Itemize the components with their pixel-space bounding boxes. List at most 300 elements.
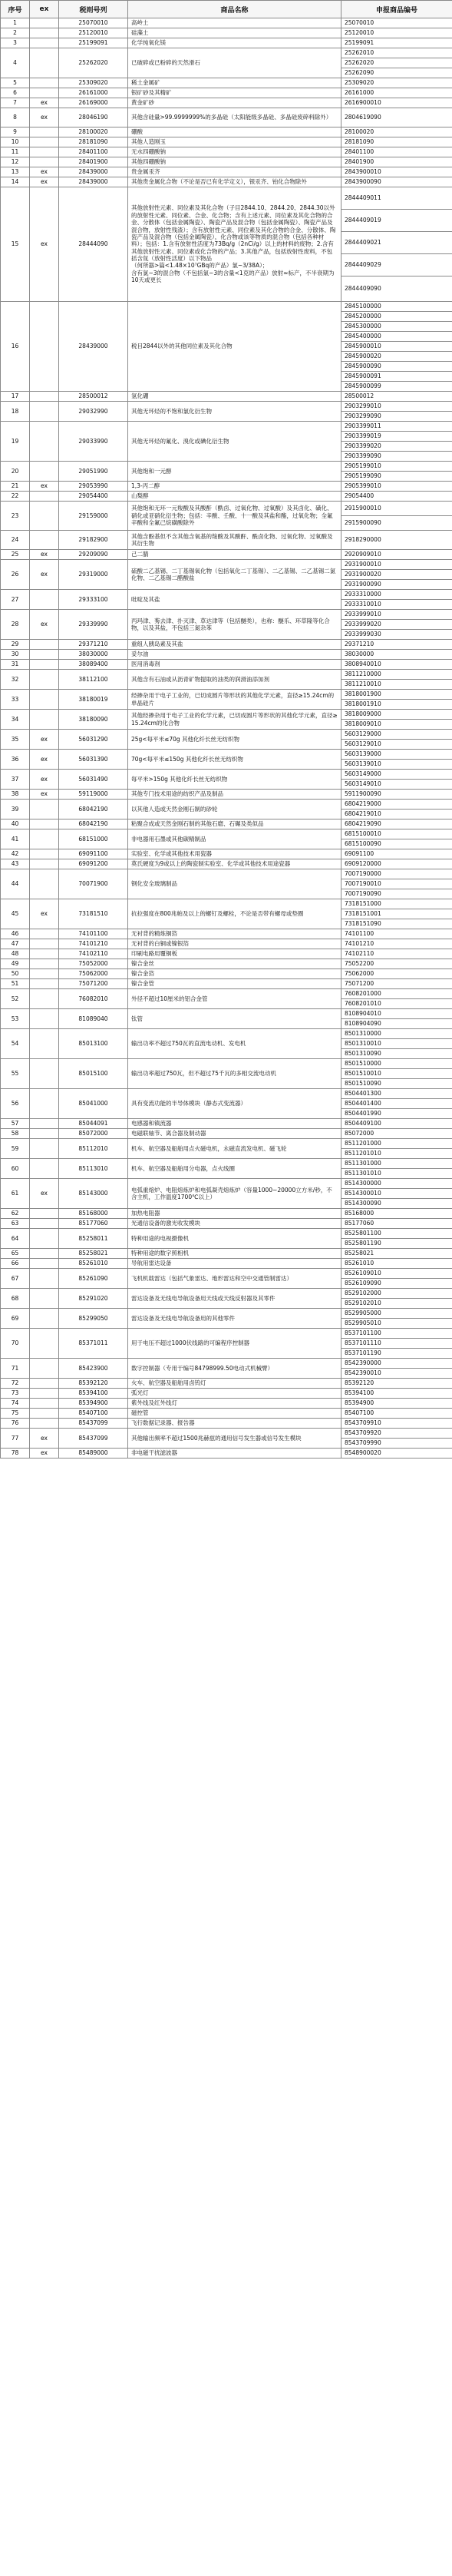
declaration-code: 2845200000: [341, 311, 452, 321]
cell-no: 72: [1, 1379, 30, 1389]
cell-declaration-codes: [341, 1309, 452, 1329]
cell-no: 29: [1, 640, 30, 650]
cell-declaration-codes: [341, 402, 452, 422]
cell-ex: [30, 88, 59, 98]
declaration-code: 8542390000: [345, 1359, 381, 1367]
cell-no: 22: [1, 492, 30, 502]
cell-ex: [30, 1359, 59, 1379]
cell-tax-number: 29053990: [59, 482, 128, 492]
table-row: [1, 859, 452, 869]
cell-declaration-codes: [341, 1259, 452, 1269]
cell-tax-number: 85423900: [59, 1359, 128, 1379]
commodity-name-text: 弧光灯: [131, 1389, 149, 1397]
cell-tax-number: 85437099: [59, 1419, 128, 1429]
cell-tax-number: 29032990: [59, 402, 128, 422]
declaration-code: 2933999010: [345, 611, 381, 618]
cell-tax-number: 29033990: [59, 422, 128, 462]
declaration-code: 2903399020: [341, 441, 452, 451]
cell-declaration-codes: [341, 560, 452, 590]
cell-commodity-name: [128, 829, 341, 849]
cell-no: 18: [1, 402, 30, 422]
cell-ex: [30, 690, 59, 710]
declaration-code: 5603129010: [341, 739, 452, 749]
cell-commodity-name: [128, 550, 341, 560]
commodity-name-text: 无衬背的白铜或镍银箔: [131, 940, 189, 948]
declaration-code: 8537101110: [341, 1338, 452, 1348]
declaration-code: 2804619090: [345, 114, 381, 121]
cell-tax-number: 59119000: [59, 790, 128, 800]
cell-ex: ex: [30, 187, 59, 302]
table-row: [1, 849, 452, 859]
cell-no: 58: [1, 1129, 30, 1139]
table-row: [1, 1259, 452, 1269]
cell-ex: ex: [30, 610, 59, 640]
declaration-code: 8511201010: [341, 1148, 452, 1158]
commodity-name-text: 具有变流功能的半导体模块（静态式变流器）: [131, 1100, 246, 1108]
cell-ex: [30, 670, 59, 690]
declaration-code: 28100020: [345, 128, 374, 136]
commodity-name-text: 其他贵金属化合物（不论是否已有化学定义），银汞齐、铂化合物除外: [131, 178, 307, 186]
declaration-code: 8529905000: [345, 1310, 381, 1317]
cell-declaration-codes: [341, 899, 452, 929]
table-row: [1, 127, 452, 137]
commodity-name-text: 镍合金管: [131, 980, 154, 988]
declaration-code: 5603149010: [341, 779, 452, 789]
declaration-code: 7007190010: [341, 879, 452, 889]
cell-ex: ex: [30, 1429, 59, 1449]
cell-ex: [30, 1129, 59, 1139]
cell-commodity-name: [128, 730, 341, 750]
cell-declaration-codes: [341, 819, 452, 829]
declaration-code: 8526109010: [345, 1270, 381, 1277]
commodity-name-text: 已破碎或已粉碎的天然滑石: [131, 59, 200, 67]
declaration-code: 25262020: [341, 58, 452, 68]
cell-commodity-name: [128, 1359, 341, 1379]
cell-ex: [30, 1229, 59, 1249]
cell-declaration-codes: [341, 531, 452, 550]
table-row: [1, 1179, 452, 1209]
table-row: [1, 969, 452, 979]
cell-ex: [30, 1329, 59, 1359]
commodity-name-text: 镍合金箔: [131, 970, 154, 978]
commodity-name-text: 己二腈: [131, 551, 149, 558]
cell-ex: [30, 422, 59, 462]
cell-tax-number: 25199091: [59, 38, 128, 48]
declaration-code: 74102110: [345, 950, 374, 958]
cell-commodity-name: [128, 800, 341, 819]
cell-ex: [30, 1419, 59, 1429]
declaration-code: 8501510010: [341, 1068, 452, 1078]
table-row: [1, 939, 452, 949]
cell-declaration-codes: [341, 157, 452, 167]
cell-declaration-codes: [341, 849, 452, 859]
commodity-name-text: 雷达设备及无线电导航设备用天线或天线反射器及其零件: [131, 1294, 275, 1302]
declaration-code: 75071200: [345, 980, 374, 988]
cell-no: 9: [1, 127, 30, 137]
declaration-code: 8548900020: [345, 1449, 381, 1457]
cell-ex: [30, 1379, 59, 1389]
cell-ex: [30, 1399, 59, 1409]
commodity-name-text: 其他无环烃的不饱和氯化衍生物: [131, 407, 212, 415]
cell-tax-number: 28439000: [59, 177, 128, 187]
cell-no: 30: [1, 650, 30, 660]
commodity-name-text: 重组人胰岛素及其盐: [131, 641, 183, 648]
table-row: [1, 1089, 452, 1119]
cell-ex: [30, 1249, 59, 1259]
cell-tax-number: 68042190: [59, 800, 128, 819]
cell-no: 73: [1, 1389, 30, 1399]
cell-commodity-name: [128, 1139, 341, 1159]
cell-commodity-name: [128, 1289, 341, 1309]
declaration-code: 85394900: [345, 1399, 374, 1407]
cell-commodity-name: [128, 929, 341, 939]
commodity-name-text: 其他含硅量>99.9999999%的多晶硅（太阳能级多晶硅、多晶硅废碎料除外）: [131, 114, 332, 121]
cell-ex: [30, 147, 59, 157]
cell-commodity-name: [128, 819, 341, 829]
header-commodity-name: 商品名称: [128, 1, 341, 18]
declaration-code: 2845900090: [341, 361, 452, 371]
table-row: [1, 1409, 452, 1419]
declaration-code: 8501310090: [341, 1048, 452, 1058]
cell-commodity-name: [128, 939, 341, 949]
cell-declaration-codes: [341, 1009, 452, 1029]
table-row: [1, 167, 452, 177]
cell-declaration-codes: [341, 1179, 452, 1209]
commodity-name-text: 山梨醇: [131, 492, 149, 500]
cell-tax-number: 85261090: [59, 1269, 128, 1289]
commodity-name-text: 其他输出频率不超过1500兆赫兹的通用信号发生器或信号发生模块: [131, 1434, 302, 1442]
cell-ex: ex: [30, 177, 59, 187]
cell-ex: [30, 127, 59, 137]
cell-ex: [30, 1269, 59, 1289]
cell-ex: [30, 402, 59, 422]
declaration-code: 2844409090: [341, 276, 452, 301]
table-row: [1, 1419, 452, 1429]
cell-ex: [30, 1119, 59, 1129]
declaration-code: 6909120000: [345, 860, 381, 868]
declaration-code: 6804219090: [345, 820, 381, 828]
declaration-code: 2931900020: [341, 569, 452, 579]
cell-tax-number: 28181090: [59, 137, 128, 147]
cell-tax-number: 29054400: [59, 492, 128, 502]
table-row: [1, 1209, 452, 1219]
cell-tax-number: 56031290: [59, 730, 128, 750]
cell-ex: [30, 462, 59, 482]
declaration-code: 85392120: [345, 1379, 374, 1387]
table-row: [1, 147, 452, 157]
declaration-code: 74101100: [345, 930, 374, 938]
table-row: [1, 1269, 452, 1289]
commodity-name-text: 粘聚合成或天然金刚石制的其他石磨、石碾及类似品: [131, 820, 264, 828]
cell-declaration-codes: [341, 959, 452, 969]
cell-tax-number: 85394900: [59, 1399, 128, 1409]
cell-ex: [30, 819, 59, 829]
table-row: [1, 402, 452, 422]
cell-tax-number: 29182900: [59, 531, 128, 550]
table-row: [1, 78, 452, 88]
declaration-code: 2933999020: [341, 619, 452, 629]
declaration-code: 28401100: [345, 148, 374, 156]
cell-no: 4: [1, 48, 30, 78]
cell-tax-number: 69091100: [59, 849, 128, 859]
cell-tax-number: 28100020: [59, 127, 128, 137]
table-row: [1, 690, 452, 710]
cell-commodity-name: [128, 1269, 341, 1289]
table-row: [1, 187, 452, 302]
cell-tax-number: 85112010: [59, 1139, 128, 1159]
cell-no: 21: [1, 482, 30, 492]
table-row: [1, 1379, 452, 1389]
commodity-name-text: 妥尔油: [131, 651, 149, 658]
commodity-name-text: 钢化安全玻璃制品: [131, 880, 177, 888]
commodity-name-text: 飞机机载雷达（包括气象雷达、地形雷达和空中交通管制雷达）: [131, 1274, 292, 1282]
cell-tax-number: 38112100: [59, 670, 128, 690]
declaration-code: 2844409019: [341, 209, 452, 231]
cell-ex: [30, 1009, 59, 1029]
cell-declaration-codes: [341, 710, 452, 730]
cell-ex: [30, 590, 59, 610]
cell-declaration-codes: [341, 1139, 452, 1159]
commodity-name-text: 非电器用石墨或其他碳精制品: [131, 835, 206, 843]
cell-tax-number: 28439000: [59, 167, 128, 177]
cell-commodity-name: [128, 492, 341, 502]
cell-ex: [30, 48, 59, 78]
cell-declaration-codes: [341, 979, 452, 989]
declaration-code: 3811210010: [341, 679, 452, 689]
cell-commodity-name: [128, 462, 341, 482]
cell-ex: ex: [30, 1179, 59, 1209]
table-row: [1, 979, 452, 989]
declaration-code: 2915900090: [341, 515, 452, 530]
table-row: [1, 610, 452, 640]
cell-commodity-name: [128, 1229, 341, 1249]
table-row: [1, 48, 452, 78]
cell-tax-number: 28500012: [59, 392, 128, 402]
commodity-name-text: 莫氏硬度为9或以上的陶瓷制实验室、化学或其他技术用途瓷器: [131, 860, 291, 868]
cell-tax-number: 75071200: [59, 979, 128, 989]
cell-no: 23: [1, 502, 30, 531]
cell-no: 52: [1, 989, 30, 1009]
cell-tax-number: 85044091: [59, 1119, 128, 1129]
cell-no: 10: [1, 137, 30, 147]
cell-ex: ex: [30, 482, 59, 492]
commodity-name-text: 用于电压不超过1000伏线路的可编程序控制器: [131, 1339, 250, 1347]
cell-tax-number: 85261010: [59, 1259, 128, 1269]
cell-declaration-codes: [341, 640, 452, 650]
commodity-name-text: 火车、航空器及船舶用卤钨灯: [131, 1379, 206, 1387]
declaration-code: 8543709910: [345, 1419, 381, 1427]
declaration-code: 2845900020: [341, 351, 452, 361]
declaration-code: 85394100: [345, 1389, 374, 1397]
commodity-name-text: 银矿砂及其精矿: [131, 89, 172, 97]
commodity-name-text: 每平米>150g 其他化纤长丝无纺织物: [131, 775, 228, 783]
cell-tax-number: 85392120: [59, 1379, 128, 1389]
cell-tax-number: 85407100: [59, 1409, 128, 1419]
table-row: [1, 899, 452, 929]
cell-tax-number: 74102110: [59, 949, 128, 959]
declaration-code: 7608201010: [341, 998, 452, 1008]
declaration-code: 69091100: [345, 850, 374, 858]
table-row: [1, 959, 452, 969]
table-row: [1, 710, 452, 730]
cell-ex: [30, 1409, 59, 1419]
cell-declaration-codes: [341, 1269, 452, 1289]
table-row: [1, 492, 452, 502]
commodity-name-text: 其他经掺杂用于电子工业的化学元素，已切成圆片等形状的其他化学元素，直径≥15.24cm的化合物: [131, 712, 338, 727]
cell-no: 49: [1, 959, 30, 969]
cell-declaration-codes: [341, 48, 452, 78]
cell-no: 51: [1, 979, 30, 989]
declaration-code: 2844409011: [345, 194, 381, 202]
cell-no: 77: [1, 1429, 30, 1449]
declaration-code: 2845900091: [341, 371, 452, 381]
table-row: [1, 98, 452, 108]
declaration-code: 3808940010: [345, 661, 381, 668]
cell-declaration-codes: [341, 730, 452, 750]
cell-ex: [30, 1059, 59, 1089]
cell-commodity-name: [128, 1089, 341, 1119]
cell-declaration-codes: [341, 1219, 452, 1229]
table-row: [1, 800, 452, 819]
cell-commodity-name: [128, 48, 341, 78]
commodity-name-text: 雷达设备及无线电导航设备用的其他零件: [131, 1314, 235, 1322]
table-row: [1, 670, 452, 690]
cell-ex: [30, 829, 59, 849]
cell-ex: [30, 640, 59, 650]
cell-declaration-codes: [341, 1249, 452, 1259]
cell-declaration-codes: [341, 38, 452, 48]
table-row: [1, 929, 452, 939]
cell-declaration-codes: [341, 1229, 452, 1249]
cell-no: 12: [1, 157, 30, 167]
cell-no: 46: [1, 929, 30, 939]
declaration-code: 8511201000: [345, 1140, 381, 1147]
cell-declaration-codes: [341, 167, 452, 177]
cell-commodity-name: [128, 1329, 341, 1359]
cell-no: 34: [1, 710, 30, 730]
table-row: [1, 949, 452, 959]
cell-ex: [30, 1159, 59, 1179]
cell-ex: [30, 157, 59, 167]
commodity-name-text: 氢化硼: [131, 392, 149, 400]
table-row: [1, 989, 452, 1009]
cell-no: 78: [1, 1449, 30, 1459]
declaration-code: 8514300000: [345, 1180, 381, 1187]
commodity-name-text: 无衬背的精炼铜箔: [131, 930, 177, 938]
cell-declaration-codes: [341, 392, 452, 402]
commodity-name-text: 导航用雷达设备: [131, 1260, 172, 1267]
declaration-code: 8501510090: [341, 1078, 452, 1088]
declaration-code: 6804219010: [341, 809, 452, 819]
cell-commodity-name: [128, 1059, 341, 1089]
commodity-name-text: 光通信设备的激光收发模块: [131, 1220, 200, 1227]
cell-tax-number: 75062000: [59, 969, 128, 979]
cell-commodity-name: [128, 531, 341, 550]
cell-commodity-name: [128, 969, 341, 979]
table-row: [1, 869, 452, 899]
cell-commodity-name: [128, 1389, 341, 1399]
cell-no: 63: [1, 1219, 30, 1229]
cell-no: 40: [1, 819, 30, 829]
declaration-code: 6815100090: [341, 839, 452, 849]
cell-no: 47: [1, 939, 30, 949]
declaration-code: 7007190000: [345, 870, 381, 878]
declaration-code: 2845300000: [341, 321, 452, 331]
cell-ex: [30, 1389, 59, 1399]
cell-no: 50: [1, 969, 30, 979]
cell-declaration-codes: [341, 1129, 452, 1139]
cell-declaration-codes: [341, 790, 452, 800]
cell-no: 76: [1, 1419, 30, 1429]
table-row: [1, 560, 452, 590]
table-row: [1, 1359, 452, 1379]
commodity-name-text: 黄金矿砂: [131, 99, 154, 107]
cell-declaration-codes: [341, 462, 452, 482]
table-body: [1, 18, 452, 1459]
commodity-name-text: 其他含有石油或从沥青矿物提取的油类的润滑油添加剂: [131, 675, 269, 683]
table-row: [1, 108, 452, 127]
cell-no: 16: [1, 302, 30, 392]
cell-declaration-codes: [341, 1419, 452, 1429]
cell-declaration-codes: [341, 1029, 452, 1059]
cell-declaration-codes: [341, 177, 452, 187]
cell-tax-number: 28401100: [59, 147, 128, 157]
cell-commodity-name: [128, 502, 341, 531]
cell-tax-number: 85371011: [59, 1329, 128, 1359]
cell-declaration-codes: [341, 650, 452, 660]
cell-no: 61: [1, 1179, 30, 1209]
declaration-code: 2915900010: [345, 505, 381, 512]
cell-commodity-name: [128, 690, 341, 710]
declaration-code: 8504401300: [345, 1090, 381, 1098]
declaration-code: 2903399011: [345, 422, 381, 430]
cell-commodity-name: [128, 770, 341, 790]
commodity-name-text: 70g<每平米≤150g 其他化纤长丝无纺织物: [131, 755, 243, 763]
commodity-name-text: 丙玛津、莠去津、扑灭津、草达津等（包括醚类），也称：醚乐、环草隆等化合物，以及其盐，不包括三氮杂苯: [131, 617, 330, 631]
cell-commodity-name: [128, 38, 341, 48]
cell-commodity-name: [128, 710, 341, 730]
cell-no: 62: [1, 1209, 30, 1219]
cell-ex: [30, 492, 59, 502]
cell-commodity-name: [128, 98, 341, 108]
cell-no: 42: [1, 849, 30, 859]
cell-no: 33: [1, 690, 30, 710]
cell-ex: [30, 929, 59, 939]
cell-commodity-name: [128, 989, 341, 1009]
declaration-code: 25309020: [345, 79, 374, 87]
cell-no: 13: [1, 167, 30, 177]
cell-commodity-name: [128, 1259, 341, 1269]
cell-tax-number: 69091200: [59, 859, 128, 869]
declaration-code: 2933310000: [345, 591, 381, 598]
cell-tax-number: 29159000: [59, 502, 128, 531]
cell-ex: [30, 28, 59, 38]
commodity-name-text: 输出功率超过750瓦，但不超过75千瓦的多相交流电动机: [131, 1070, 276, 1078]
cell-tax-number: 25070010: [59, 18, 128, 28]
cell-tax-number: 68042190: [59, 819, 128, 829]
cell-commodity-name: [128, 1129, 341, 1139]
cell-ex: [30, 800, 59, 819]
table-row: [1, 177, 452, 187]
table-row: [1, 462, 452, 482]
cell-no: 39: [1, 800, 30, 819]
cell-no: 55: [1, 1059, 30, 1089]
declaration-code: 85177060: [345, 1220, 374, 1227]
cell-commodity-name: [128, 590, 341, 610]
cell-commodity-name: [128, 1219, 341, 1229]
commodity-name-text: 化学纯氧化镁: [131, 39, 166, 47]
declaration-code: 5603129000: [345, 730, 381, 738]
